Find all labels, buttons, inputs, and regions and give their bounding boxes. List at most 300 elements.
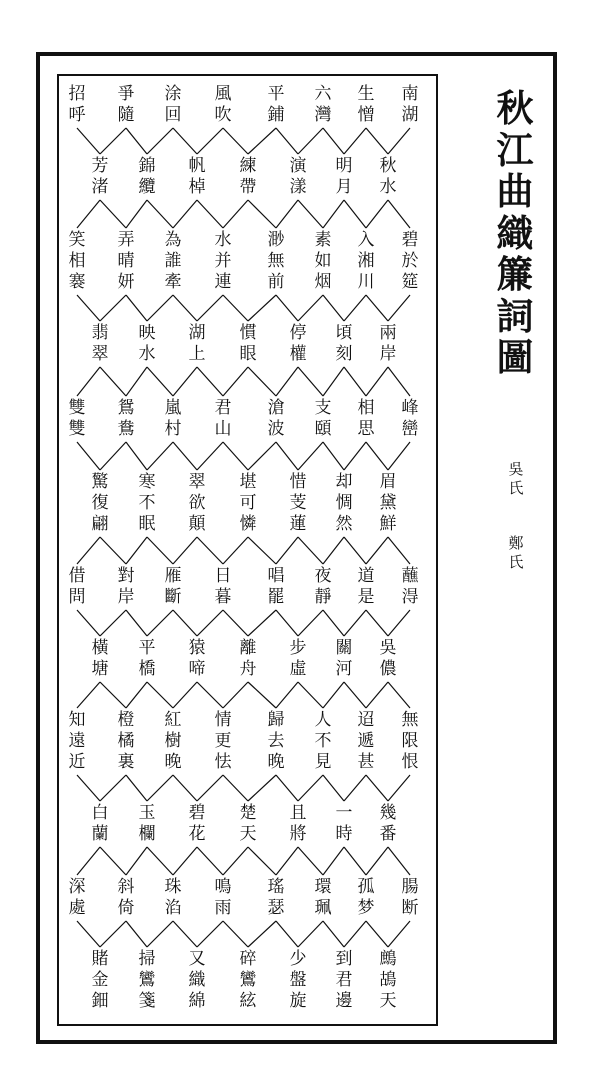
lattice-char: 番 (379, 824, 397, 844)
lattice-connector (77, 295, 100, 321)
lattice-char: 淂 (401, 587, 419, 607)
lattice-cell (237, 472, 259, 535)
lattice-cell (399, 398, 421, 440)
lattice-cell (287, 472, 309, 535)
lattice-char: 迢 (357, 710, 375, 730)
lattice-cell (312, 230, 334, 293)
lattice-connector (323, 775, 344, 801)
lattice-connector (100, 537, 126, 564)
lattice-char: 橫 (91, 638, 109, 658)
lattice-char: 啼 (188, 659, 206, 679)
lattice-char: 蘸 (401, 566, 419, 586)
lattice-char: 欲 (188, 493, 206, 513)
lattice-connector (173, 128, 197, 154)
lattice-char: 孤 (357, 877, 375, 897)
lattice-char: 見 (314, 752, 332, 772)
lattice-connector (100, 367, 126, 396)
lattice-connector (126, 847, 147, 875)
lattice-connector (276, 367, 298, 396)
lattice-connector (276, 128, 298, 154)
lattice-char: 牽 (164, 272, 182, 292)
lattice-char: 歸 (267, 710, 285, 730)
lattice-cell (162, 84, 184, 126)
lattice-connector (126, 775, 147, 801)
lattice-char: 如 (314, 251, 332, 271)
lattice-char: 玉 (138, 803, 156, 823)
lattice-char: 鷓 (379, 949, 397, 969)
lattice-connector (388, 128, 410, 154)
lattice-char: 顛 (188, 514, 206, 534)
lattice-cell (237, 156, 259, 198)
lattice-char: 紅 (164, 710, 182, 730)
lattice-char: 素 (314, 230, 332, 250)
lattice-connector (147, 775, 173, 801)
title-char: 秋 (496, 86, 534, 130)
lattice-connector (223, 847, 248, 875)
lattice-char: 邊 (335, 991, 353, 1011)
lattice-connector (248, 200, 276, 228)
lattice-connector (173, 537, 197, 564)
lattice-cell (333, 323, 355, 365)
lattice-connector (276, 682, 298, 708)
lattice-cell (212, 710, 234, 773)
lattice-char: 刻 (335, 344, 353, 364)
lattice-connector (276, 295, 298, 321)
lattice-char: 更 (214, 731, 232, 751)
lattice-char: 誰 (164, 251, 182, 271)
lattice-char: 翡 (91, 323, 109, 343)
lattice-cell (312, 84, 334, 126)
lattice-connector (223, 128, 248, 154)
lattice-connector (126, 442, 147, 470)
lattice-cell (265, 877, 287, 919)
lattice-cell (377, 323, 399, 365)
lattice-cell (212, 566, 234, 608)
lattice-connector (77, 682, 100, 708)
lattice-char: 河 (335, 659, 353, 679)
lattice-char: 烟 (314, 272, 332, 292)
lattice-cell (399, 710, 421, 773)
lattice-cell (115, 710, 137, 773)
lattice-connector (248, 128, 276, 154)
lattice-char: 夜 (314, 566, 332, 586)
lattice-connector (366, 682, 388, 708)
author-char: 氏 (508, 553, 524, 571)
lattice-cell (312, 398, 334, 440)
lattice-char: 遠 (68, 731, 86, 751)
lattice-char: 可 (239, 493, 257, 513)
lattice-char: 到 (335, 949, 353, 969)
lattice-connector (388, 682, 410, 708)
title-char: 曲 (496, 169, 534, 213)
title-char: 詞 (496, 293, 534, 338)
lattice-char: 去 (267, 731, 285, 751)
lattice-char: 瑤 (267, 877, 285, 897)
lattice-connector (223, 610, 248, 636)
lattice-char: 晚 (164, 752, 182, 772)
lattice-cell (186, 803, 208, 845)
lattice-char: 雙 (68, 398, 86, 418)
lattice-connector (173, 367, 197, 396)
lattice-connector (388, 610, 410, 636)
author-char: 鄭 (508, 534, 524, 552)
lattice-cell (212, 398, 234, 440)
lattice-cell (287, 156, 309, 198)
lattice-connector (77, 847, 100, 875)
lattice-connector (344, 442, 366, 470)
lattice-connector (276, 775, 298, 801)
title-char: 江 (496, 127, 534, 172)
lattice-connector (276, 442, 298, 470)
lattice-char: 回 (164, 105, 182, 125)
lattice-char: 猿 (188, 638, 206, 658)
lattice-cell (162, 566, 184, 608)
lattice-char: 斜 (117, 877, 135, 897)
lattice-connector (197, 775, 223, 801)
lattice-connector (100, 682, 126, 708)
lattice-connector (223, 921, 248, 947)
lattice-char: 平 (267, 84, 285, 104)
lattice-char: 步 (289, 638, 307, 658)
lattice-char: 恨 (401, 752, 419, 772)
lattice-connector (197, 295, 223, 321)
lattice-char: 君 (214, 398, 232, 418)
lattice-char: 梦 (357, 898, 375, 918)
lattice-connector (147, 200, 173, 228)
lattice-cell (312, 710, 334, 773)
lattice-connector (298, 128, 323, 154)
lattice-connector (366, 610, 388, 636)
lattice-connector (147, 847, 173, 875)
lattice-char: 且 (289, 803, 307, 823)
lattice-connector (366, 367, 388, 396)
lattice-char: 花 (188, 824, 206, 844)
lattice-char: 唱 (267, 566, 285, 586)
lattice-char: 呼 (68, 105, 86, 125)
lattice-connector (77, 200, 100, 228)
lattice-char: 幾 (379, 803, 397, 823)
lattice-connector (197, 128, 223, 154)
lattice-char: 罷 (267, 587, 285, 607)
lattice-connector (388, 537, 410, 564)
lattice-char: 靜 (314, 587, 332, 607)
lattice-char: 眉 (379, 472, 397, 492)
lattice-char: 道 (357, 566, 375, 586)
lattice-char: 惜 (289, 472, 307, 492)
lattice-connector (77, 921, 100, 947)
lattice-char: 入 (357, 230, 375, 250)
lattice-connector (197, 921, 223, 947)
lattice-char: 是 (357, 587, 375, 607)
lattice-char: 鮮 (379, 514, 397, 534)
lattice-char: 褰 (68, 272, 86, 292)
lattice-char: 深 (68, 877, 86, 897)
lattice-cell (287, 803, 309, 845)
lattice-char: 頃 (335, 323, 353, 343)
lattice-connector (248, 682, 276, 708)
lattice-connector (173, 682, 197, 708)
lattice-connector (126, 682, 147, 708)
lattice-connector (100, 775, 126, 801)
lattice-connector (173, 200, 197, 228)
lattice-char: 盤 (289, 970, 307, 990)
lattice-cell (237, 949, 259, 1012)
lattice-connector (197, 537, 223, 564)
lattice-connector (344, 537, 366, 564)
lattice-char: 眼 (239, 344, 257, 364)
lattice-char: 鈿 (91, 991, 109, 1011)
lattice-cell (399, 230, 421, 293)
lattice-connector (248, 847, 276, 875)
title-char: 織 (496, 210, 534, 255)
lattice-connector (298, 847, 323, 875)
lattice-char: 笑 (68, 230, 86, 250)
lattice-char: 映 (138, 323, 156, 343)
lattice-connector (388, 775, 410, 801)
lattice-char: 妍 (117, 272, 135, 292)
lattice-char: 峰 (401, 398, 419, 418)
lattice-connector (344, 775, 366, 801)
lattice-cell (287, 638, 309, 680)
lattice-char: 翠 (91, 344, 109, 364)
lattice-connector (323, 200, 344, 228)
lattice-connector (298, 921, 323, 947)
lattice-char: 關 (335, 638, 353, 658)
lattice-char: 鳴 (214, 877, 232, 897)
lattice-cell (355, 710, 377, 773)
lattice-char: 岸 (379, 344, 397, 364)
lattice-char: 問 (68, 587, 86, 607)
lattice-char: 水 (379, 177, 397, 197)
lattice-cell (136, 803, 158, 845)
lattice-char: 樹 (164, 731, 182, 751)
lattice-char: 白 (91, 803, 109, 823)
lattice-char: 環 (314, 877, 332, 897)
lattice-connector (248, 610, 276, 636)
lattice-char: 思 (357, 419, 375, 439)
lattice-connector (223, 537, 248, 564)
lattice-char: 借 (68, 566, 86, 586)
lattice-char: 漾 (289, 177, 307, 197)
lattice-connector (388, 200, 410, 228)
lattice-char: 明 (335, 156, 353, 176)
lattice-char: 遞 (357, 731, 375, 751)
lattice-char: 六 (314, 84, 332, 104)
lattice-char: 堪 (239, 472, 257, 492)
lattice-connector (197, 200, 223, 228)
lattice-cell (265, 84, 287, 126)
lattice-char: 滄 (267, 398, 285, 418)
lattice-char: 帶 (239, 177, 257, 197)
lattice-char: 吹 (214, 105, 232, 125)
lattice-char: 鸞 (138, 970, 156, 990)
author-wu (506, 460, 526, 498)
lattice-cell (312, 566, 334, 608)
lattice-char: 織 (188, 970, 206, 990)
lattice-cell (66, 710, 88, 773)
lattice-char: 弄 (117, 230, 135, 250)
lattice-char: 水 (138, 344, 156, 364)
lattice-connector (276, 847, 298, 875)
lattice-connector (147, 367, 173, 396)
lattice-cell (399, 84, 421, 126)
lattice-cell (162, 710, 184, 773)
lattice-char: 情 (214, 710, 232, 730)
lattice-cell (333, 472, 355, 535)
lattice-char: 將 (289, 824, 307, 844)
lattice-char: 少 (289, 949, 307, 969)
lattice-connector (126, 295, 147, 321)
lattice-char: 湖 (188, 323, 206, 343)
lattice-char: 於 (401, 251, 419, 271)
lattice-cell (66, 566, 88, 608)
lattice-cell (186, 949, 208, 1012)
lattice-cell (212, 84, 234, 126)
lattice-connector (100, 128, 126, 154)
lattice-cell (186, 638, 208, 680)
lattice-cell (287, 323, 309, 365)
lattice-connector (366, 128, 388, 154)
lattice-connector (77, 775, 100, 801)
lattice-char: 翠 (188, 472, 206, 492)
lattice-connector (248, 442, 276, 470)
lattice-cell (115, 84, 137, 126)
lattice-char: 箋 (138, 991, 156, 1011)
lattice-char: 旋 (289, 991, 307, 1011)
author-char: 氏 (508, 479, 524, 497)
lattice-connector (298, 200, 323, 228)
lattice-char: 絃 (239, 991, 257, 1011)
lattice-connector (223, 295, 248, 321)
lattice-cell (66, 230, 88, 293)
lattice-char: 賭 (91, 949, 109, 969)
lattice-connector (323, 921, 344, 947)
lattice-char: 連 (214, 272, 232, 292)
lattice-cell (89, 949, 111, 1012)
lattice-char: 翩 (91, 514, 109, 534)
lattice-connector (366, 537, 388, 564)
lattice-char: 前 (267, 272, 285, 292)
lattice-connector (197, 610, 223, 636)
lattice-connector (366, 442, 388, 470)
lattice-connector (126, 610, 147, 636)
lattice-char: 對 (117, 566, 135, 586)
lattice-connector (248, 295, 276, 321)
lattice-cell (66, 398, 88, 440)
lattice-connector (77, 537, 100, 564)
lattice-connector (100, 610, 126, 636)
lattice-char: 橘 (117, 731, 135, 751)
lattice-char: 碎 (239, 949, 257, 969)
lattice-char: 憐 (239, 514, 257, 534)
lattice-char: 腸 (401, 877, 419, 897)
lattice-cell (162, 877, 184, 919)
lattice-cell (89, 803, 111, 845)
lattice-char: 儂 (379, 659, 397, 679)
lattice-char: 筵 (401, 272, 419, 292)
lattice-char: 雨 (214, 898, 232, 918)
lattice-char: 知 (68, 710, 86, 730)
lattice-char: 欄 (138, 824, 156, 844)
lattice-cell (136, 638, 158, 680)
lattice-char: 断 (401, 898, 419, 918)
lattice-connector (298, 775, 323, 801)
lattice-connector (126, 128, 147, 154)
author-zheng (506, 534, 526, 572)
lattice-connector (173, 610, 197, 636)
lattice-connector (344, 847, 366, 875)
lattice-char: 水 (214, 230, 232, 250)
lattice-char: 村 (164, 419, 182, 439)
lattice-char: 却 (335, 472, 353, 492)
lattice-char: 晚 (267, 752, 285, 772)
lattice-connector (388, 442, 410, 470)
lattice-char: 南 (401, 84, 419, 104)
lattice-char: 鴣 (379, 970, 397, 990)
lattice-connector (126, 367, 147, 396)
lattice-connector (248, 537, 276, 564)
lattice-connector (77, 610, 100, 636)
lattice-char: 山 (214, 419, 232, 439)
lattice-cell (136, 323, 158, 365)
lattice-char: 近 (68, 752, 86, 772)
lattice-connector (223, 367, 248, 396)
lattice-char: 掃 (138, 949, 156, 969)
lattice-char: 暮 (214, 587, 232, 607)
lattice-char: 爭 (117, 84, 135, 104)
lattice-char: 芳 (91, 156, 109, 176)
lattice-cell (136, 156, 158, 198)
lattice-cell (237, 803, 259, 845)
lattice-char: 驚 (91, 472, 109, 492)
lattice-cell (66, 877, 88, 919)
lattice-connector (388, 921, 410, 947)
lattice-connector (223, 200, 248, 228)
lattice-connector (147, 442, 173, 470)
lattice-char: 渚 (91, 177, 109, 197)
lattice-connector (323, 682, 344, 708)
lattice-char: 相 (357, 398, 375, 418)
lattice-connector (276, 200, 298, 228)
lattice-connector (223, 775, 248, 801)
lattice-connector (323, 610, 344, 636)
lattice-connector (323, 128, 344, 154)
lattice-char: 瑟 (267, 898, 285, 918)
lattice-char: 頤 (314, 419, 332, 439)
lattice-cell (237, 323, 259, 365)
lattice-connector (248, 367, 276, 396)
lattice-connector (173, 442, 197, 470)
lattice-cell (162, 230, 184, 293)
lattice-connector (126, 537, 147, 564)
lattice-cell (333, 949, 355, 1012)
lattice-char: 吳 (379, 638, 397, 658)
lattice-connector (147, 128, 173, 154)
lattice-char: 裏 (117, 752, 135, 772)
page-title (490, 88, 540, 379)
lattice-connector (147, 610, 173, 636)
lattice-connector (197, 367, 223, 396)
lattice-cell (115, 230, 137, 293)
lattice-char: 上 (188, 344, 206, 364)
lattice-cell (333, 638, 355, 680)
lattice-connector (223, 442, 248, 470)
lattice-cell (399, 566, 421, 608)
lattice-connector (323, 847, 344, 875)
lattice-connector (147, 295, 173, 321)
lattice-char: 珮 (314, 898, 332, 918)
lattice-cell (136, 949, 158, 1012)
